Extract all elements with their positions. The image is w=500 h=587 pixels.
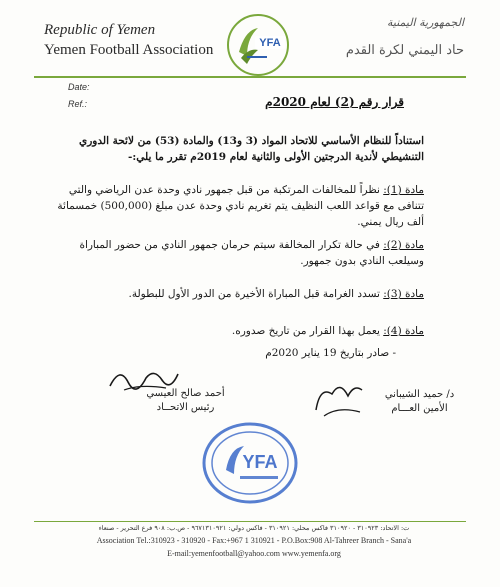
- article-2: [49, 237, 424, 269]
- article-4: [49, 323, 424, 339]
- article-1-text: نظراً للمخالفات المرتكبة من قبل جمهور نادي وحدة عدن الرياضي والتي تتنافى مع قواعد اللعب النظيف يتم تغريم نادي وحدة عدن مبلغ (500,000) خمسمائة ألف ريال يمني.: [57, 184, 424, 228]
- header-arabic: [314, 16, 464, 58]
- footer-arabic: ت: الاتحاد: ٣١٠٩٢٣ - ٣١٠٩٢٠ فاكس محلي: ٣١٠٩٢١ - فاكس دولي: ٩٦٧١٣١٠٩٢١ - ص.ب: ٩٠٨ فرع التحرير - صنعاء: [98, 524, 410, 532]
- article-3-label: مادة (3):: [383, 288, 424, 300]
- article-3-text: تسدد الغرامة قبل المباراة الأخيرة من الدور الأول للبطولة.: [128, 288, 380, 300]
- header-association-ar: حاد اليمني لكرة القدم: [345, 43, 464, 58]
- ref-label: Ref.:: [68, 99, 88, 109]
- article-1-label: مادة (1):: [383, 184, 424, 196]
- president-name: أحمد صالح العيسي: [146, 388, 225, 399]
- secretary-signature-block: [372, 388, 467, 416]
- president-title: رئيس الاتحــاد: [156, 402, 215, 413]
- svg-text:YFA: YFA: [242, 452, 278, 472]
- svg-text:YFA: YFA: [259, 37, 281, 49]
- article-2-label: مادة (2):: [383, 239, 424, 251]
- footer-contact: Association Tel.:310923 - 310920 - Fax:+967 1 310921 - P.O.Box:908 Al-Tahreer Branch - Sana'a: [96, 536, 412, 545]
- header-divider: [34, 76, 466, 78]
- article-1: [49, 182, 424, 230]
- secretary-name: د/ حميد الشيباني: [384, 389, 455, 400]
- header-country: Republic of Yemen: [44, 22, 156, 38]
- header-country-ar: الجمهورية اليمنية: [386, 16, 464, 29]
- article-4-text: يعمل بهذا القرار من تاريخ صدوره.: [231, 325, 380, 337]
- secretary-title: الأمين العـــام: [391, 403, 448, 414]
- header-english: [44, 20, 254, 60]
- secretary-signature-icon: [310, 376, 368, 422]
- article-3: [49, 286, 424, 302]
- header-association: Yemen Football Association: [44, 42, 214, 58]
- footer-email-web: E-mail:yemenfootball@yahoo.com www.yemenfa.org: [167, 549, 341, 558]
- issue-date: - صادر بتاريخ 19 يناير 2020م: [265, 347, 396, 359]
- official-stamp-icon: [200, 420, 300, 506]
- decision-title: قرار رقم (2) لعام 2020م: [265, 95, 404, 109]
- article-2-text: في حالة تكرار المخالفة سيتم حرمان جمهور النادي من حضور المباراة وسيلعب النادي بدون جمهور.: [79, 239, 424, 267]
- president-signature-block: [138, 387, 233, 415]
- footer-divider: [34, 521, 466, 522]
- article-4-label: مادة (4):: [383, 325, 424, 337]
- intro-paragraph: استناداً للنظام الأساسي للاتحاد المواد (3 و13) والمادة (53) من لائحة الدوري التنشيطي لأندية الدرجتين الأولى والثانية لعام 2019م تقرر ما يلي:-: [79, 135, 424, 163]
- date-label: Date:: [68, 82, 90, 92]
- yfa-logo-icon: [225, 12, 291, 78]
